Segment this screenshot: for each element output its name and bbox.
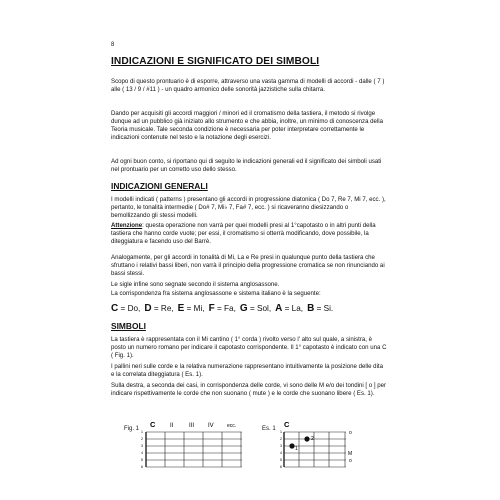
finger-dot xyxy=(289,443,294,448)
finger-number: 1 xyxy=(295,446,298,452)
string-number: 5 xyxy=(280,458,282,462)
string-number: 4 xyxy=(141,451,143,455)
fretboard-diagram-es1 xyxy=(262,418,372,490)
general-paragraph-2 xyxy=(111,222,387,246)
string-number: 6 xyxy=(280,465,282,469)
fret-label: II xyxy=(170,423,174,429)
note-correspondence xyxy=(111,303,333,314)
general-paragraph-1: I modelli indicati ( patterns ) presentano gli accordi in progressione diatonica ( Do 7, Re 7, Mi 7, ecc. ), pertanto, le tonalità intermedie ( Do# 7, Mi♭ 7, Fa# 7, ecc. ) si ricaveranno diesizzando o bemollizzando gli stessi modelli. xyxy=(111,196,386,220)
string-number: 4 xyxy=(280,451,282,455)
symbols-paragraph-3: Sulla destra, a seconda dei casi, in corrispondenza delle corde, vi sono delle M e/o dei tondini [ o ] per indicare rispettivamente le corde che non suonano ( mute ) e le corde che suonano libere ( Es. 1). xyxy=(111,382,387,398)
fret-label: IV xyxy=(208,423,214,429)
attention-word: Attenzione xyxy=(111,222,143,229)
intro-paragraph-1: Scopo di questo prontuario è di esporre, attraverso una vasta gamma di modelli di accordi - dalle ( 7 ) alle ( 13 / 9 / #11 ) - un quadro armonico delle sonorità jazzistiche sulla chitarra. xyxy=(111,78,385,94)
page-number: 8 xyxy=(111,42,115,48)
symbols-paragraph-1: La tastiera è rappresentata con il Mi cantino ( 1° corda ) rivolto verso l' alto sul quale, a sinistra, è posto un numero romano per indicare il capotasto corrispondente. Il 1° capotasto è indicato con una C ( Fig. 1). xyxy=(111,336,387,360)
example-1 xyxy=(262,418,372,490)
figure-1-label: Fig. 1 xyxy=(124,426,140,432)
fret-label: III xyxy=(189,423,195,429)
section-title-symbols: SIMBOLI xyxy=(111,321,146,331)
string-number: 2 xyxy=(280,437,282,441)
intro-paragraph-3: Ad ogni buon conto, si riportano qui di seguito le indicazioni generali ed il significato dei simboli usati nel prontuario per un corretto uso dello stesso. xyxy=(111,158,382,174)
string-number: 5 xyxy=(141,458,143,462)
general-paragraph-4: Le sigle infine sono segnate secondo il sistema anglosassone. xyxy=(111,281,280,288)
fret-label: C xyxy=(150,420,156,429)
figure-1 xyxy=(124,418,259,490)
correspondence-item: D = Re, xyxy=(144,303,174,314)
page-title: INDICAZIONI E SIGNIFICATO DEI SIMBOLI xyxy=(111,56,320,67)
string-number: 3 xyxy=(280,444,282,448)
symbols-paragraph-2: I pallini neri sulle corde e la relativa numerazione rappresentano intuitivamente la posizione delle dita e la correlata diteggiatura ( Es. 1). xyxy=(111,363,384,379)
general-paragraph-3: Analogamente, per gli accordi in tonalità di Mi, La e Re presi in qualunque punto della tastiera che sfruttano i relativi bassi liberi, non varrà il principio della progressione cromatica se non rinunciando ai bassi stessi. xyxy=(111,254,385,278)
string-number: 1 xyxy=(141,430,143,434)
correspondence-item: E = Mi, xyxy=(177,303,205,314)
correspondence-item: F = Fa, xyxy=(208,303,236,314)
string-number: 2 xyxy=(141,437,143,441)
string-number: 3 xyxy=(141,444,143,448)
section-title-general: INDICAZIONI GENERALI xyxy=(111,181,208,191)
general-paragraph-5: La corrispondenza fra sistema anglosassone e sistema italiano è la seguente: xyxy=(111,290,321,297)
muted-string-mark: M xyxy=(348,451,353,457)
fretboard-diagram-fig1 xyxy=(124,418,259,490)
fret-label: ecc. xyxy=(227,423,237,429)
string-number: 1 xyxy=(280,430,282,434)
correspondence-item: B = Si. xyxy=(307,303,334,314)
fret-label: C xyxy=(284,420,290,429)
example-1-label: Es. 1 xyxy=(262,426,276,432)
finger-number: 2 xyxy=(311,436,314,442)
correspondence-item: A = La, xyxy=(275,303,304,314)
attention-text: : questa operazione non varrà per quei modelli presi al 1°capotasto o in altri punti della tastiera che hanno corde vuote; per essi, il cromatismo si otterrà modificando, dove possibile, la diteggiatura e facendo uso del Barrè. xyxy=(111,222,376,246)
correspondence-item: C = Do, xyxy=(111,303,141,314)
finger-dot xyxy=(304,436,309,441)
correspondence-item: G = Sol, xyxy=(239,303,272,314)
intro-paragraph-2: Dando per acquisiti gli accordi maggiori / minori ed il cromatismo della tastiera, il metodo si rivolge dunque ad un pubblico già iniziato allo strumento e che abbia, inoltre, un minimo di conoscenza della Teoria musicale. Tale seconda condizione è necessaria per poter interpretare correttamente le indicazioni contenute nel testo e la notazione degli esercizi. xyxy=(111,110,384,142)
open-string-mark: o xyxy=(349,458,352,464)
string-number: 6 xyxy=(141,465,143,469)
open-string-mark: o xyxy=(349,430,352,436)
